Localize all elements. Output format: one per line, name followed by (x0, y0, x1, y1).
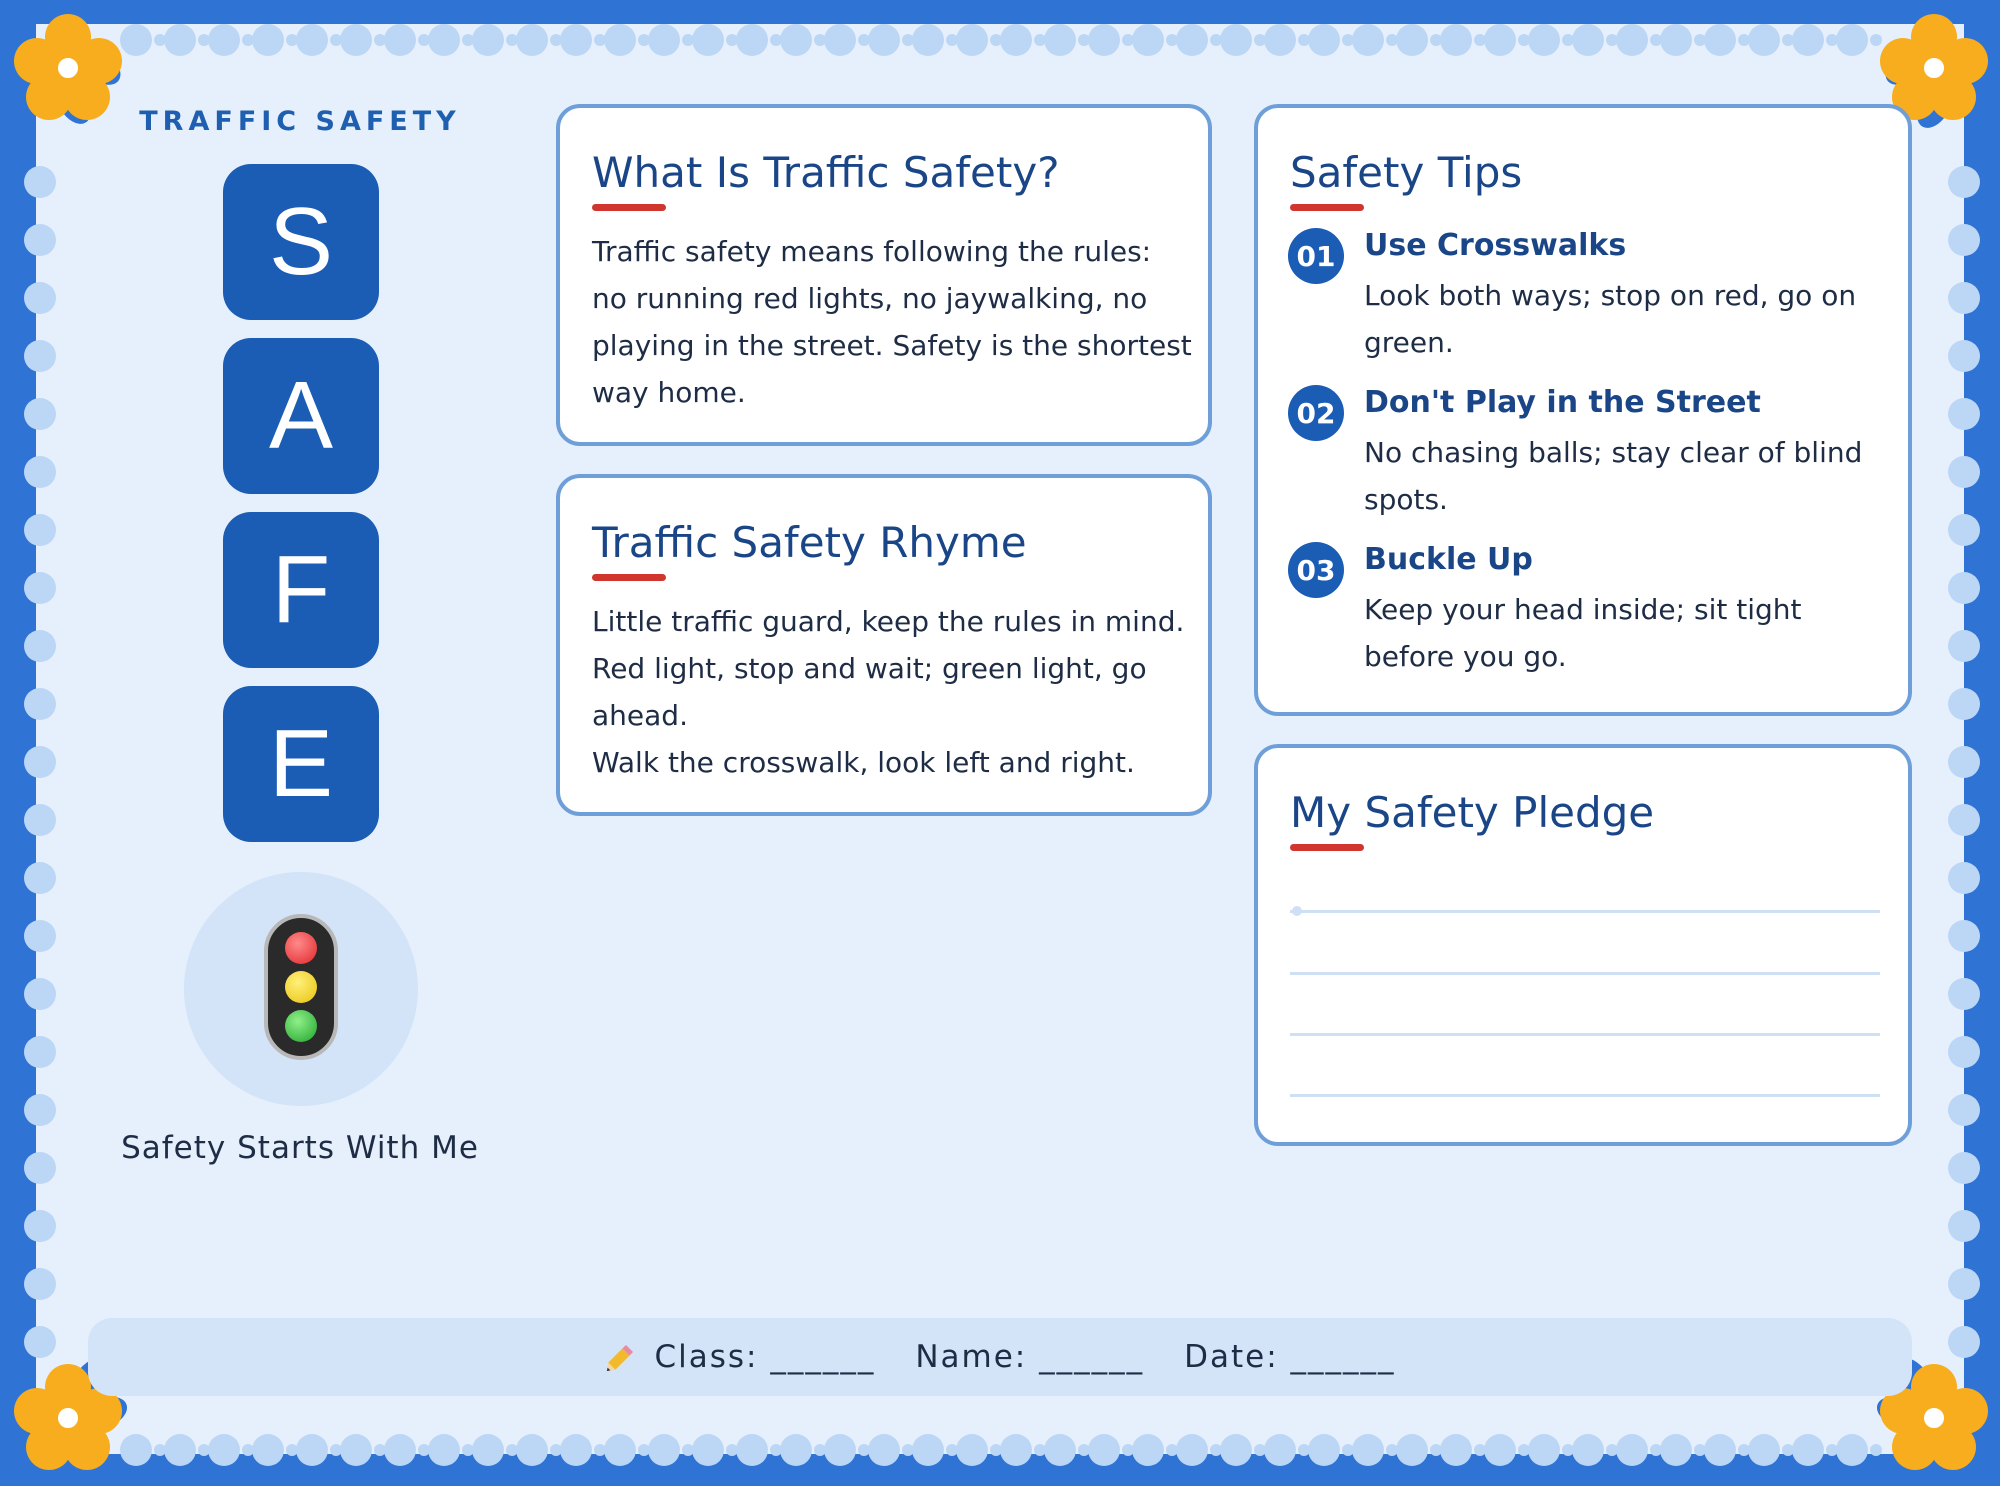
border-dot (1948, 1094, 1980, 1126)
class-field[interactable]: Class: ______ (654, 1339, 876, 1375)
rhyme-card (556, 474, 1212, 816)
tip-title: Buckle Up (1364, 542, 1533, 577)
border-dot (164, 24, 196, 56)
border-dot (1132, 24, 1164, 56)
border-dot (428, 24, 460, 56)
border-dot (560, 24, 592, 56)
rhyme-line: Red light, stop and wait; green light, go ahead. (592, 652, 1147, 732)
pledge-writing-line[interactable] (1290, 972, 1880, 975)
border-dot (1948, 340, 1980, 372)
border-dot (1132, 1434, 1164, 1466)
border-dot (384, 1434, 416, 1466)
border-dot (1948, 630, 1980, 662)
border-dot (1264, 24, 1296, 56)
border-dot (24, 1094, 56, 1126)
border-dot (692, 24, 724, 56)
border-dot (1660, 24, 1692, 56)
border-dot (1948, 572, 1980, 604)
title-underline (592, 574, 666, 581)
border-dot (1616, 1434, 1648, 1466)
tip-description: Look both ways; stop on red, go on green. (1364, 279, 1857, 359)
border-dot (824, 1434, 856, 1466)
border-dot (1088, 1434, 1120, 1466)
border-dot (1792, 24, 1824, 56)
border-dot (824, 24, 856, 56)
border-dot (164, 1434, 196, 1466)
border-dot (24, 1152, 56, 1184)
border-dot (1948, 1210, 1980, 1242)
border-dot (472, 1434, 504, 1466)
border-dot (1440, 1434, 1472, 1466)
border-dot (1748, 1434, 1780, 1466)
border-dot (868, 1434, 900, 1466)
border-dot (1308, 1434, 1340, 1466)
border-dot (208, 24, 240, 56)
bottom-dot-border (0, 1430, 2000, 1470)
border-dot (1044, 24, 1076, 56)
border-dot (24, 920, 56, 952)
tagline: Safety Starts With Me (121, 1130, 479, 1166)
border-dot (340, 1434, 372, 1466)
border-dot (24, 1326, 56, 1358)
pledge-writing-line[interactable] (1290, 1094, 1880, 1097)
border-dot (1440, 24, 1472, 56)
border-dot (1176, 24, 1208, 56)
border-dot (1528, 1434, 1560, 1466)
border-dot (24, 224, 56, 256)
card-title: Safety Tips (1290, 148, 1523, 197)
card-title: What Is Traffic Safety? (592, 148, 1060, 197)
border-dot (1948, 282, 1980, 314)
border-dot (692, 1434, 724, 1466)
border-dot (472, 24, 504, 56)
border-dot (1948, 166, 1980, 198)
border-dot (1836, 24, 1868, 56)
safe-letter-s: S (223, 164, 379, 320)
border-dot (912, 24, 944, 56)
footer-bar (88, 1318, 1912, 1396)
border-dot (24, 1036, 56, 1068)
border-dot (1220, 1434, 1252, 1466)
safe-letter-f: F (223, 512, 379, 668)
border-dot (1264, 1434, 1296, 1466)
border-dot (252, 1434, 284, 1466)
tip-title: Use Crosswalks (1364, 228, 1627, 263)
border-dot (736, 1434, 768, 1466)
border-dot (604, 1434, 636, 1466)
title-underline (1290, 204, 1364, 211)
border-dot (24, 804, 56, 836)
border-dot (868, 24, 900, 56)
border-dot (24, 282, 56, 314)
border-dot (1308, 24, 1340, 56)
border-dot (24, 630, 56, 662)
tip-description: No chasing balls; stay clear of blind spots. (1364, 436, 1863, 516)
border-dot (1948, 398, 1980, 430)
tip-number-badge: 01 (1288, 228, 1344, 284)
what-is-card (556, 104, 1212, 446)
border-dot (1948, 804, 1980, 836)
border-dot (1948, 224, 1980, 256)
border-dot (1352, 1434, 1384, 1466)
border-dot (1088, 24, 1120, 56)
border-dot (24, 1268, 56, 1300)
tip-number-badge: 03 (1288, 542, 1344, 598)
border-dot (1948, 920, 1980, 952)
border-dot (1176, 1434, 1208, 1466)
border-dot (1948, 862, 1980, 894)
border-dot (1000, 24, 1032, 56)
tip-description: Keep your head inside; sit tight before you go. (1364, 593, 1802, 673)
border-dot (516, 24, 548, 56)
border-dot (24, 340, 56, 372)
tip-title: Don't Play in the Street (1364, 385, 1761, 420)
border-dot (24, 978, 56, 1010)
border-dot (1000, 1434, 1032, 1466)
title-underline (1290, 844, 1364, 851)
border-dot (24, 514, 56, 546)
top-dot-border (0, 20, 2000, 60)
card-title: Traffic Safety Rhyme (592, 518, 1027, 567)
border-dot (956, 24, 988, 56)
border-dot (24, 746, 56, 778)
left-dot-border (20, 0, 60, 1486)
border-dot (1572, 1434, 1604, 1466)
safe-letter-a: A (223, 338, 379, 494)
border-dot (1948, 746, 1980, 778)
card-title: My Safety Pledge (1290, 788, 1655, 837)
border-dot (1948, 456, 1980, 488)
border-dot (1948, 978, 1980, 1010)
footer-fields (88, 1318, 1912, 1396)
pledge-card (1254, 744, 1912, 1146)
border-dot (296, 1434, 328, 1466)
border-dot (1748, 24, 1780, 56)
border-dot (1220, 24, 1252, 56)
border-dot (1948, 1152, 1980, 1184)
title-underline (592, 204, 666, 211)
border-dot (24, 572, 56, 604)
rhyme-line: Walk the crosswalk, look left and right. (592, 746, 1135, 779)
border-dot (1948, 1036, 1980, 1068)
border-dot (1044, 1434, 1076, 1466)
border-dot (648, 1434, 680, 1466)
border-dot (1528, 24, 1560, 56)
pledge-writing-line[interactable] (1290, 1033, 1880, 1036)
border-dot (24, 688, 56, 720)
kicker-title: TRAFFIC SAFETY (139, 106, 461, 137)
border-dot (1948, 1268, 1980, 1300)
border-dot (560, 1434, 592, 1466)
rhyme-lines (592, 598, 1192, 786)
border-dot (1484, 1434, 1516, 1466)
border-dot (1572, 24, 1604, 56)
border-dot (24, 456, 56, 488)
border-dot (1792, 1434, 1824, 1466)
border-dot (24, 166, 56, 198)
border-dot (648, 24, 680, 56)
pledge-writing-line[interactable] (1290, 910, 1880, 913)
right-dot-border (1944, 0, 1984, 1486)
border-dot (208, 1434, 240, 1466)
flower-icon (8, 8, 128, 128)
border-dot (24, 398, 56, 430)
border-dot (340, 24, 372, 56)
border-dot (604, 24, 636, 56)
date-field[interactable]: Date: ______ (1184, 1339, 1396, 1375)
border-dot (428, 1434, 460, 1466)
border-dot (24, 1210, 56, 1242)
name-field[interactable]: Name: ______ (915, 1339, 1145, 1375)
border-dot (956, 1434, 988, 1466)
border-dot (736, 24, 768, 56)
tip-number-badge: 02 (1288, 385, 1344, 441)
border-dot (1948, 1326, 1980, 1358)
border-dot (384, 24, 416, 56)
border-dot (1660, 1434, 1692, 1466)
border-dot (780, 1434, 812, 1466)
safe-letter-e: E (223, 686, 379, 842)
border-dot (252, 24, 284, 56)
border-dot (1948, 514, 1980, 546)
border-dot (1616, 24, 1648, 56)
border-dot (1396, 1434, 1428, 1466)
border-dot (1704, 1434, 1736, 1466)
border-dot (912, 1434, 944, 1466)
rhyme-line: Little traffic guard, keep the rules in mind. (592, 605, 1185, 638)
border-dot (1836, 1434, 1868, 1466)
border-dot (296, 24, 328, 56)
safety-tips-card (1254, 104, 1912, 716)
border-dot (516, 1434, 548, 1466)
border-dot (1484, 24, 1516, 56)
border-dot (1704, 24, 1736, 56)
border-dot (1948, 688, 1980, 720)
traffic-light-icon (264, 914, 338, 1060)
card-body: Traffic safety means following the rules: no running red lights, no jaywalking, no playing in the street. Safety is the shortest way home. (592, 235, 1192, 409)
border-dot (1396, 24, 1428, 56)
border-dot (1352, 24, 1384, 56)
pencil-icon (604, 1340, 638, 1374)
border-dot (24, 862, 56, 894)
border-dot (780, 24, 812, 56)
